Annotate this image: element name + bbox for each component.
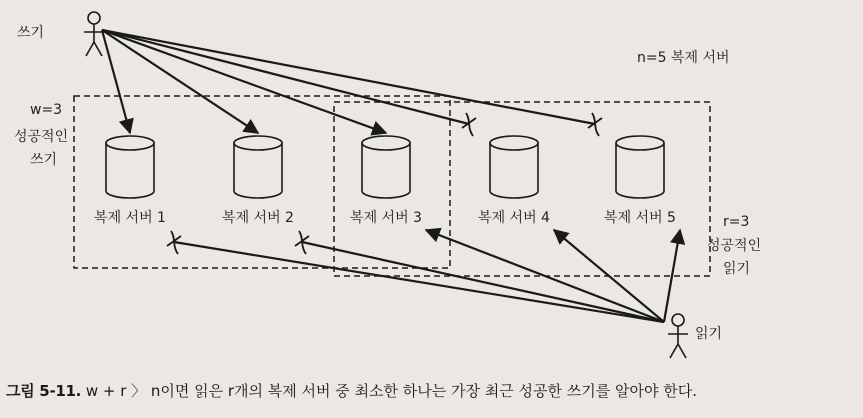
write-line-4 [102, 30, 469, 124]
r-label: r=3 [723, 214, 750, 230]
write-fail-cross-5 [588, 113, 602, 136]
write-fail-cross-4 [462, 113, 476, 136]
replica-1-cylinder-top [106, 136, 154, 150]
w-label: w=3 [30, 102, 63, 118]
r-label-line2: 성공적인 [707, 238, 762, 254]
replica-4-label: 복제 서버 4 [478, 210, 550, 226]
writer-person-icon [84, 12, 104, 56]
writer-label: 쓰기 [17, 25, 45, 41]
write-line-5 [102, 30, 595, 124]
replica-5-label: 복제 서버 5 [604, 210, 676, 226]
replica-5-cylinder [616, 143, 664, 198]
replica-3-cylinder-top [362, 136, 410, 150]
replica-1-label: 복제 서버 1 [94, 210, 166, 226]
replica-2-cylinder-top [234, 136, 282, 150]
n-replicas-label: n=5 복제 서버 [637, 50, 730, 66]
read-line-2 [302, 242, 664, 322]
write-arrow-3 [102, 30, 386, 133]
w-label-line2: 성공적인 [14, 129, 69, 145]
replica-3-label: 복제 서버 3 [350, 210, 422, 226]
read-line-1 [174, 242, 664, 322]
replica-2-label: 복제 서버 2 [222, 210, 294, 226]
replica-4-cylinder-top [490, 136, 538, 150]
caption-text: w + r 〉 n이면 읽은 r개의 복제 서버 중 최소한 하나는 가장 최근 성공한 쓰기를 알아야 한다. [81, 382, 698, 400]
reader-label: 읽기 [695, 326, 723, 342]
replica-2-cylinder [234, 143, 282, 198]
r-label-line3: 읽기 [723, 261, 751, 277]
w-label-line3: 쓰기 [30, 152, 58, 168]
replica-5-cylinder-top [616, 136, 664, 150]
replica-1-cylinder [106, 143, 154, 198]
figure-caption [6, 380, 861, 401]
replica-4-cylinder [490, 143, 538, 198]
replica-3-cylinder [362, 143, 410, 198]
reader-person-icon [668, 314, 688, 358]
caption-number: 그림 5-11. [6, 382, 82, 400]
